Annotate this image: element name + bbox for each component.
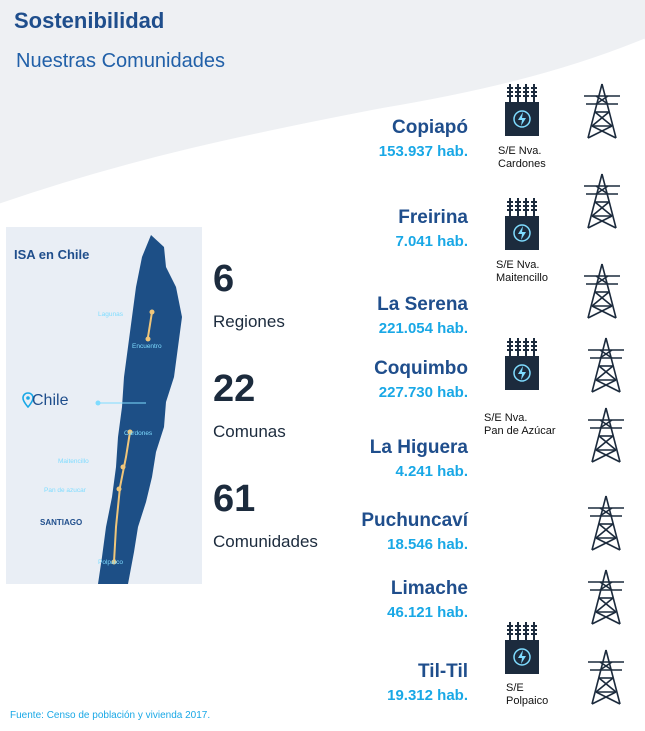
substation-label bbox=[506, 682, 548, 708]
stat-regions-label: Regiones bbox=[213, 312, 285, 331]
substation-label-line1: S/E bbox=[506, 682, 524, 694]
substation-label-line2: Polpaico bbox=[506, 695, 549, 707]
substation-label-line2: Pan de Azúcar bbox=[484, 425, 556, 437]
substation-label-line1: S/E Nva. bbox=[498, 145, 542, 157]
community-name: Til-Til bbox=[418, 661, 468, 682]
community-name: Puchuncaví bbox=[361, 510, 468, 531]
community-item bbox=[268, 356, 468, 404]
substation-icon bbox=[500, 336, 544, 394]
map-country-label: Chile bbox=[32, 392, 69, 409]
community-name: Limache bbox=[390, 578, 468, 599]
community-population: 4.241 hab. bbox=[395, 463, 468, 480]
substation-label bbox=[498, 145, 546, 171]
page-subtitle: Nuestras Comunidades bbox=[16, 50, 225, 72]
community-name: Coquimbo bbox=[374, 358, 468, 379]
substation-label-line2: Maitencillo bbox=[496, 272, 548, 284]
stat-regions-value: 6 bbox=[213, 258, 235, 300]
source-footnote: Fuente: Censo de población y vivienda 2017. bbox=[10, 710, 211, 721]
community-item bbox=[268, 435, 468, 483]
community-item bbox=[268, 115, 468, 163]
transmission-tower-icon bbox=[580, 172, 624, 230]
map-label-polpaico: Polpaico bbox=[98, 559, 123, 566]
substation-label-line1: S/E Nva. bbox=[496, 259, 540, 271]
community-population: 18.546 hab. bbox=[387, 536, 468, 553]
stat-comunas-value: 22 bbox=[213, 368, 256, 410]
community-population: 153.937 hab. bbox=[378, 143, 468, 160]
substation-label bbox=[496, 259, 548, 285]
community-item bbox=[268, 205, 468, 253]
substation-icon bbox=[500, 620, 544, 678]
transmission-tower-icon bbox=[580, 82, 624, 140]
map-label-lagunas: Lagunas bbox=[98, 311, 123, 318]
map-label-encuentro: Encuentro bbox=[132, 343, 162, 350]
map-title: ISA en Chile bbox=[14, 247, 90, 262]
transmission-tower-icon bbox=[584, 406, 628, 464]
map-label-pan-de-azucar: Pan de azucar bbox=[44, 487, 86, 494]
stat-comunidades-label: Comunidades bbox=[213, 532, 318, 551]
transmission-tower-icon bbox=[584, 568, 628, 626]
community-name: Copiapó bbox=[392, 117, 468, 138]
community-item bbox=[268, 508, 468, 556]
community-item bbox=[268, 292, 468, 340]
community-item bbox=[268, 659, 468, 707]
community-population: 19.312 hab. bbox=[387, 687, 468, 704]
community-name: Freirina bbox=[398, 207, 468, 228]
substation-icon bbox=[500, 196, 544, 254]
page-title: Sostenibilidad bbox=[14, 8, 165, 33]
substation-icon bbox=[500, 82, 544, 140]
community-population: 221.054 hab. bbox=[378, 320, 468, 337]
transmission-tower-icon bbox=[580, 262, 624, 320]
community-population: 227.730 hab. bbox=[378, 384, 468, 401]
map-label-maitencillo: Maitencillo bbox=[58, 458, 89, 465]
map-label-cardones: Cardones bbox=[124, 430, 153, 437]
community-name: La Higuera bbox=[369, 437, 468, 458]
stat-comunas-label: Comunas bbox=[213, 422, 286, 441]
transmission-tower-icon bbox=[584, 648, 628, 706]
transmission-tower-icon bbox=[584, 336, 628, 394]
community-population: 7.041 hab. bbox=[395, 233, 468, 250]
community-item bbox=[268, 576, 468, 624]
substation-label-line1: S/E Nva. bbox=[484, 412, 528, 424]
substation-label bbox=[484, 412, 556, 438]
transmission-tower-icon bbox=[584, 494, 628, 552]
map-city-santiago: SANTIAGO bbox=[40, 518, 83, 527]
community-population: 46.121 hab. bbox=[387, 604, 468, 621]
substation-label-line2: Cardones bbox=[498, 158, 546, 170]
community-name: La Serena bbox=[377, 294, 468, 315]
stat-comunidades-value: 61 bbox=[213, 478, 256, 520]
